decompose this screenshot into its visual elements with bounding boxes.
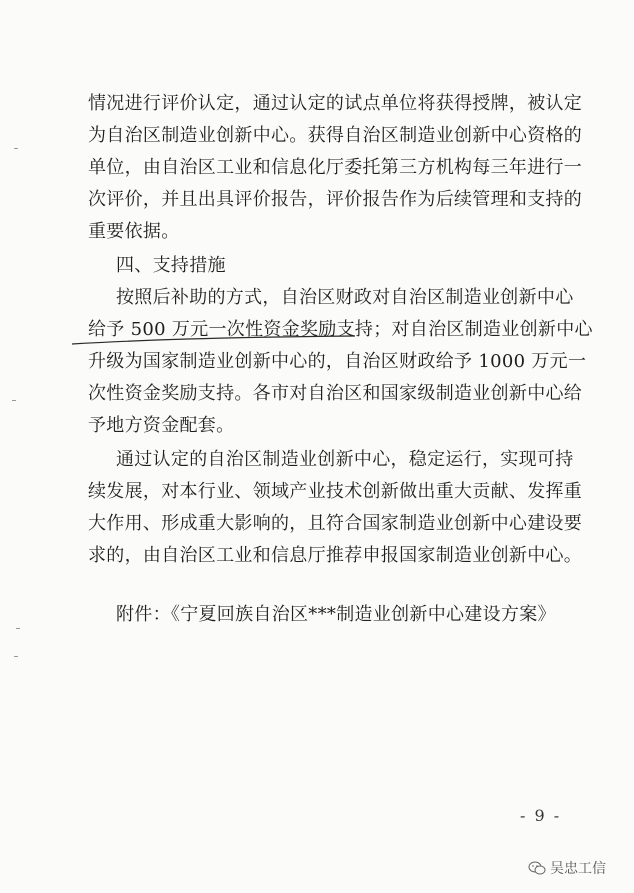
- paragraph-line: 予地方资金配套。: [88, 415, 235, 436]
- paragraph-line: 续发展，对本行业、领域产业技术创新做出重大贡献、发挥重: [88, 481, 583, 502]
- paragraph-line: 给予 500 万元一次性资金奖励支持；对自治区制造业创新中心: [88, 319, 593, 340]
- page-number: - 9 -: [520, 806, 562, 825]
- paragraph-line: 单位，由自治区工业和信息化厅委托第三方机构每三年进行一: [88, 157, 583, 178]
- paragraph-line: 为自治区制造业创新中心。获得自治区制造业创新中心资格的: [88, 125, 583, 146]
- scan-speck: [14, 656, 18, 657]
- paragraph-line: 大作用、形成重大影响的，且符合国家制造业创新中心建设要: [88, 513, 583, 534]
- scan-speck: [12, 400, 16, 401]
- paragraph-line: 求的，由自治区工业和信息厅推荐申报国家制造业创新中心。: [88, 545, 583, 566]
- paragraph-line: 重要依据。: [88, 221, 180, 242]
- attachment-line: 附件：《宁夏回族自治区***制造业创新中心建设方案》: [116, 604, 556, 625]
- paragraph-line: 通过认定的自治区制造业创新中心，稳定运行，实现可持: [116, 449, 574, 470]
- paragraph-line: 按照后补助的方式，自治区财政对自治区制造业创新中心: [116, 287, 574, 308]
- paragraph-line: 升级为国家制造业创新中心的，自治区财政给予 1000 万元一: [88, 351, 587, 372]
- paragraph-line: 次性资金奖励支持。各市对自治区和国家级制造业创新中心给: [88, 383, 583, 404]
- watermark-text: 吴忠工信: [550, 861, 606, 877]
- watermark: [528, 858, 606, 878]
- paragraph-line: 次评价，并且出具评价报告，评价报告作为后续管理和支持的: [88, 189, 583, 210]
- paragraph-line: 情况进行评价认定，通过认定的试点单位将获得授牌，被认定: [88, 93, 583, 114]
- section-heading: 四、支持措施: [116, 255, 226, 276]
- scan-speck: [16, 628, 20, 629]
- scan-speck: [14, 148, 18, 149]
- wechat-icon: [528, 861, 546, 875]
